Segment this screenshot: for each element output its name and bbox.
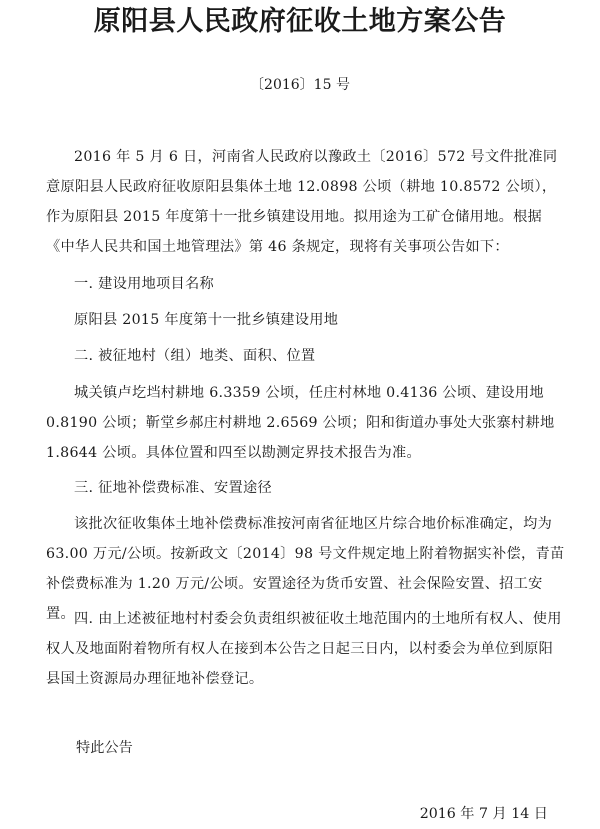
section-2-heading: 二. 被征地村（组）地类、面积、位置 (74, 348, 316, 364)
document-number: 〔2016〕15 号 (250, 77, 350, 93)
document-title: 原阳县人民政府征收土地方案公告 (93, 6, 507, 37)
section-1-body: 原阳县 2015 年度第十一批乡镇建设用地 (74, 312, 339, 328)
section-3-body: 该批次征收集体土地补偿费标准按河南省征地区片综合地价标准确定，均为 63.00 万元/公顷。按新政文〔2014〕98 号文件规定地上附着物据实补偿，青苗补偿费标准为 1.20 万元/公顷。安置途径为货币安置、社会保险安置、招工安置。 (46, 516, 565, 622)
closing-text: 特此公告 (76, 740, 133, 756)
section-2-body: 城关镇卢圪垱村耕地 6.3359 公顷，任庄村林地 0.4136 公顷、建设用地 0.8190 公顷；靳堂乡郝庄村耕地 2.6569 公顷；阳和街道办事处大张寨村耕地 1.8644 公顷。具体位置和四至以勘测定界技术报告为准。 (46, 385, 555, 461)
intro-paragraph: 2016 年 5 月 6 日，河南省人民政府以豫政土〔2016〕572 号文件批准同意原阳县人民政府征收原阳县集体土地 12.0898 公顷（耕地 10.8572 公顷），作为原阳县 2015 年度第十一批乡镇建设用地。拟用途为工矿仓储用地。根据《中华人民共和国土地管理法》第 46 条规定，现将有关事项公告如下： (46, 149, 558, 255)
publication-date: 2016 年 7 月 14 日 (419, 806, 548, 822)
section-1-heading: 一. 建设用地项目名称 (74, 276, 215, 292)
section-4-paragraph: 四. 由上述被征地村村委会负责组织被征收土地范围内的土地所有权人、使用权人及地面附着物所有权人在接到本公告之日起三日内，以村委会为单位到原阳县国土资源局办理征地补偿登记。 (46, 611, 562, 687)
section-3-heading: 三. 征地补偿费标准、安置途径 (74, 480, 272, 496)
